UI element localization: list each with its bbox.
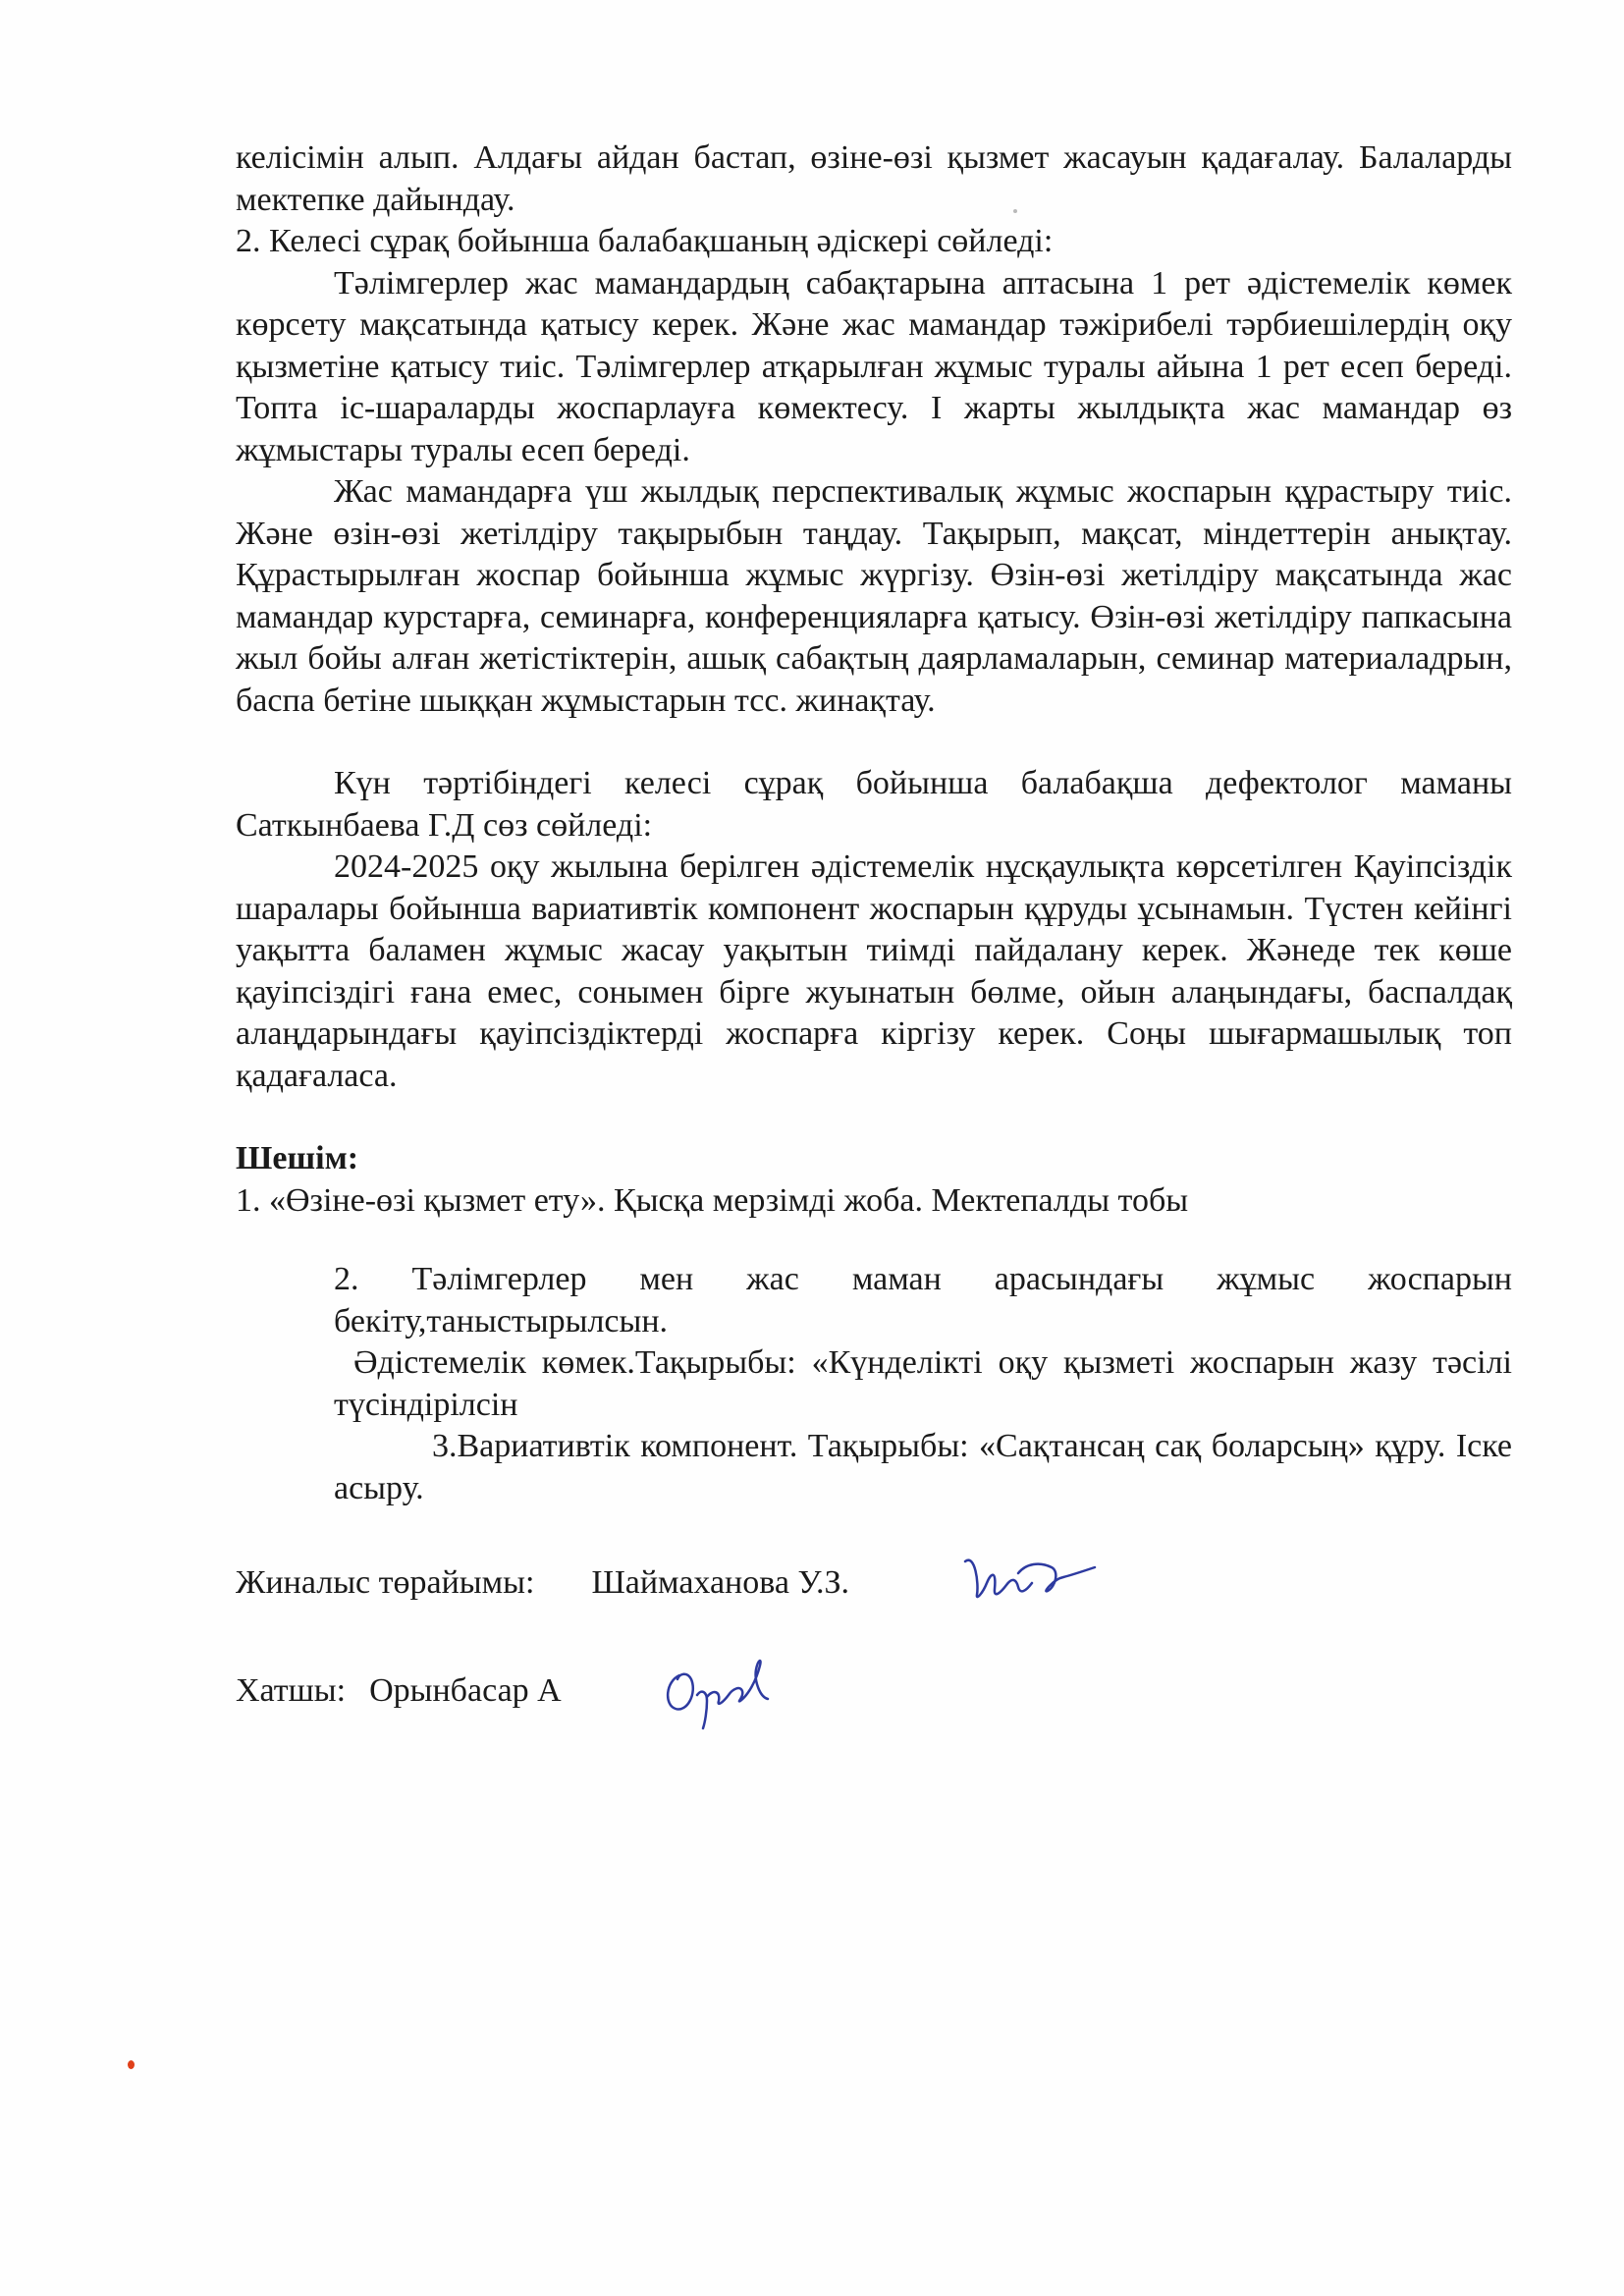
decision-item-1: 1. «Өзіне-өзі қызмет ету». Қысқа мерзімді жоба. Мектепалды тобы	[236, 1181, 1189, 1219]
chair-label: Жиналыс төрайымы:	[236, 1563, 535, 1601]
chair-handwritten-signature	[957, 1544, 1105, 1613]
secretary-signature-row	[236, 1652, 1512, 1730]
paragraph-mentors: Тәлімгерлер жас мамандардың сабақтарына аптасына 1 рет әдістемелік көмек көрсету мақсатында қатысу керек. Және жас мамандар тәжірибелі тәрбиешілердің оқу қызметіне қатысу тиіс. Тәлімгерлер атқарылған жұмыс туралы айына 1 рет есеп береді. Топта іс-шараларды жоспарлауға көмектесу. I жарты жылдықта жас мамандар өз жұмыстары туралы есеп береді.	[236, 264, 1512, 468]
decision-item-3: 3.Вариативтік компонент. Тақырыбы: «Сақтансаң сақ боларсың» құру. Іске асыру.	[334, 1428, 1512, 1506]
document-body	[236, 137, 1512, 1730]
secretary-label: Хатшы:	[236, 1671, 347, 1709]
decision-title: Шешім:	[236, 1140, 359, 1176]
secretary-handwritten-signature	[658, 1646, 795, 1734]
decision-item-2-detail: Әдістемелік көмек.Тақырыбы: «Күнделікті оқу қызметі жоспарын жазу тәсілі түсіндірілсін	[334, 1344, 1512, 1423]
spacer	[236, 1097, 1512, 1138]
paragraph-safety-plan: 2024-2025 оқу жылына берілген әдістемелік нұсқаулықта көрсетілген Қауіпсіздік шаралары бойынша вариативтік компонент жоспарын құруды ұсынамын. Түстен кейінгі уақытта баламен жұмыс жасау уақытын тиімді пайдалану керек. Жәнеде тек көше қауіпсіздігі ғана емес, сонымен бірге жуынатын бөлме, ойын алаңындағы, баспалдақ алаңдарындағы қауіпсіздіктерді жоспарға кіргізу керек. Соңы шығармашылық топ қадағаласа.	[236, 848, 1512, 1094]
paragraph-continuation: келісімін алып. Алдағы айдан бастап, өзіне-өзі қызмет жасауын қадағалау. Балаларды мектепке дайындау.	[236, 139, 1512, 218]
scan-artifact-red-dot	[128, 2060, 135, 2069]
decision-item-2: 2. Тәлімгерлер мен жас маман арасындағы жұмыс жоспарын бекіту,таныстырылсын.	[334, 1261, 1512, 1339]
agenda-item-2-heading: 2. Келесі сұрақ бойынша балабақшаның әдіскері сөйледі:	[236, 223, 1054, 259]
paragraph-next-question: Күн тәртібіндегі келесі сұрақ бойынша балабақша дефектолог маманы Саткынбаева Г.Д сөз сөйледі:	[236, 765, 1512, 844]
chair-signature-row	[236, 1544, 1512, 1622]
scan-artifact	[1013, 209, 1017, 213]
decision-items-block	[334, 1259, 1512, 1509]
spacer	[236, 722, 1512, 763]
chair-name: Шаймаханова У.З.	[591, 1563, 850, 1601]
secretary-name: Орынбасар А	[369, 1671, 562, 1709]
paragraph-young-specialists: Жас мамандарға үш жылдық перспективалық жұмыс жоспарын құрастыру тиіс. Және өзін-өзі жетілдіру тақырыбын таңдау. Тақырып, мақсат, міндеттерін анықтау. Құрастырылған жоспар бойынша жұмыс жүргізу. Өзін-өзі жетілдіру мақсатында жас мамандар курстарға, семинарға, конференцияларға қатысу. Өзін-өзі жетілдіру папкасына жыл бойы алған жетістіктерін, ашық сабақтың даярламаларын, семинар материаладрын, баспа бетіне шыққан жұмыстарын тсс. жинақтау.	[236, 473, 1512, 719]
